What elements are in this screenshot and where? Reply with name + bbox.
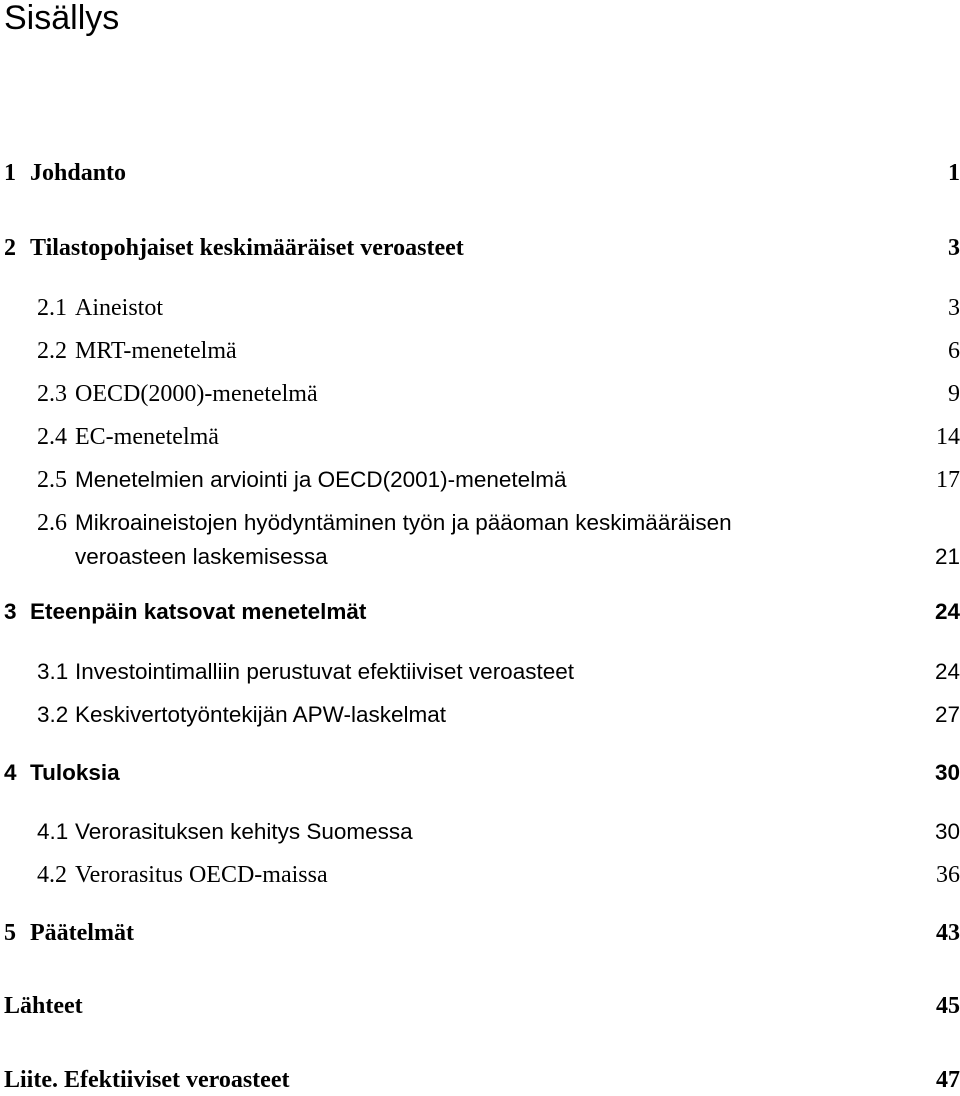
toc-entry-title: Lähteet xyxy=(4,993,83,1019)
toc-entry-2-3[interactable] xyxy=(0,378,960,410)
toc-entry-page: 27 xyxy=(934,702,960,727)
toc-entry-title: Menetelmien arviointi ja OECD(2001)-menetelmä xyxy=(75,467,567,492)
toc-entry-2-5[interactable] xyxy=(0,464,960,496)
toc-entry-page: 3 xyxy=(948,295,960,321)
toc-entry-title: MRT-menetelmä xyxy=(75,338,237,364)
toc-entry-page: 47 xyxy=(936,1067,960,1093)
toc-entry-4-1[interactable] xyxy=(0,816,960,848)
toc-entry-number: 2.1 xyxy=(37,295,67,321)
toc-entry-number: 1 xyxy=(4,160,16,186)
toc-entry-number: 4.1 xyxy=(37,819,69,844)
toc-entry-page: 24 xyxy=(934,599,960,624)
toc-entry-page: 9 xyxy=(948,381,960,407)
toc-entry-1[interactable] xyxy=(0,157,960,189)
toc-entry-page: 30 xyxy=(934,760,960,785)
toc-entry-page: 43 xyxy=(936,920,960,946)
toc-entry-number: 3 xyxy=(4,599,17,624)
toc-entry-page: 36 xyxy=(936,862,960,888)
toc-entry-2-6-continued[interactable] xyxy=(0,541,960,573)
toc-entry-5[interactable] xyxy=(0,917,960,949)
toc-entry-title-continued: veroasteen laskemisessa xyxy=(75,544,328,569)
toc-entry-page: 14 xyxy=(936,424,960,450)
toc-entry-3-2[interactable] xyxy=(0,699,960,731)
toc-entry-number: 2.5 xyxy=(37,467,67,493)
toc-entry-number: 4.2 xyxy=(37,862,67,888)
toc-entry-page: 17 xyxy=(936,467,960,493)
toc-entry-title: Investointimalliin perustuvat efektiiviset veroasteet xyxy=(75,659,574,684)
toc-entry-3[interactable] xyxy=(0,596,960,628)
toc-entry-2-6[interactable] xyxy=(0,507,960,539)
toc-entry-page: 24 xyxy=(934,659,960,684)
page-title: Sisällys xyxy=(4,0,120,37)
toc-entry-number: 2 xyxy=(4,235,16,261)
toc-entry-2-1[interactable] xyxy=(0,292,960,324)
toc-entry-2[interactable] xyxy=(0,232,960,264)
toc-entry-3-1[interactable] xyxy=(0,656,960,688)
toc-entry-page: 30 xyxy=(934,819,960,844)
toc-entry-page: 6 xyxy=(948,338,960,364)
toc-entry-number: 5 xyxy=(4,920,16,946)
toc-entry-title: Mikroaineistojen hyödyntäminen työn ja pääoman keskimääräisen xyxy=(75,510,732,535)
toc-entry-page: 1 xyxy=(948,160,960,186)
toc-entry-title: Johdanto xyxy=(30,160,127,186)
toc-entry-number: 2.6 xyxy=(37,510,67,536)
toc-entry-title: Aineistot xyxy=(75,295,163,321)
toc-entry-title: Liite. Efektiiviset veroasteet xyxy=(4,1067,290,1093)
toc-entry-number: 2.2 xyxy=(37,338,67,364)
toc-entry-title: Eteenpäin katsovat menetelmät xyxy=(30,599,367,624)
toc-entry-number: 2.3 xyxy=(37,381,67,407)
toc-entry-2-2[interactable] xyxy=(0,335,960,367)
toc-entry-page: 45 xyxy=(936,993,960,1019)
toc-entry-number: 2.4 xyxy=(37,424,67,450)
toc-entry-title: Verorasituksen kehitys Suomessa xyxy=(75,819,413,844)
toc-entry-4-2[interactable] xyxy=(0,859,960,891)
toc-entry-title: Tilastopohjaiset keskimääräiset veroasteet xyxy=(30,235,464,261)
toc-entry-title: EC-menetelmä xyxy=(75,424,219,450)
toc-entry-title: OECD(2000)-menetelmä xyxy=(75,381,318,407)
toc-entry-title: Verorasitus OECD-maissa xyxy=(75,862,328,888)
toc-entry-4[interactable] xyxy=(0,757,960,789)
toc-entry-title: Keskivertotyöntekijän APW-laskelmat xyxy=(75,702,446,727)
toc-entry-page: 3 xyxy=(948,235,960,261)
toc-entry-title: Päätelmät xyxy=(30,920,134,946)
toc-entry-appendix[interactable] xyxy=(0,1064,960,1096)
toc-entry-2-4[interactable] xyxy=(0,421,960,453)
toc-entry-title: Tuloksia xyxy=(30,760,120,785)
toc-entry-references[interactable] xyxy=(0,990,960,1022)
toc-entry-number: 4 xyxy=(4,760,17,785)
toc-entry-number: 3.2 xyxy=(37,702,69,727)
toc-entry-number: 3.1 xyxy=(37,659,69,684)
toc-entry-page: 21 xyxy=(934,544,960,569)
